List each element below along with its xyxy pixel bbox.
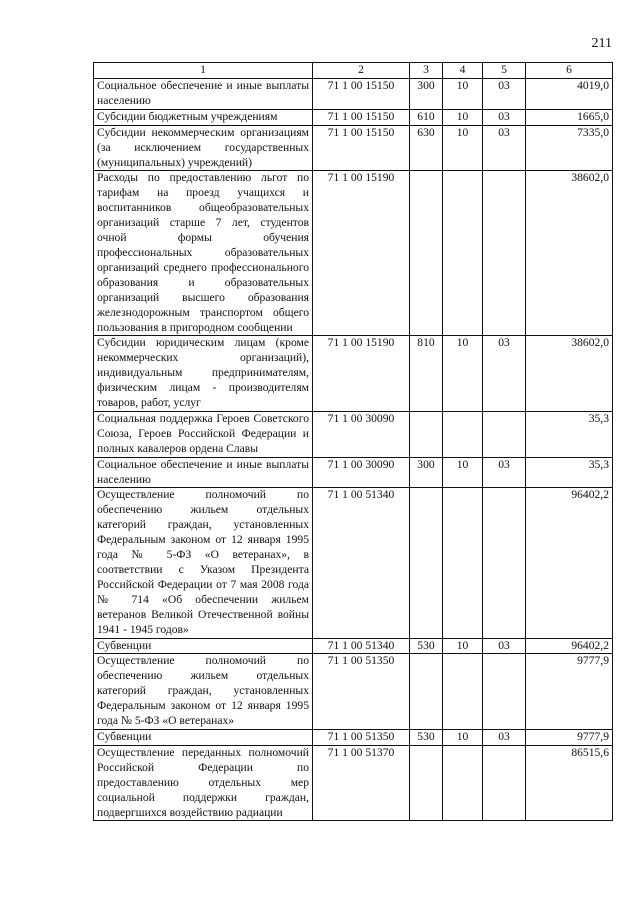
cell-expense-type [410, 171, 443, 336]
column-header-name: 1 [94, 63, 313, 79]
cell-subsection [483, 171, 526, 336]
table-row [94, 638, 613, 654]
table-row [94, 457, 613, 488]
cell-target-code: 71 1 00 51350 [313, 729, 410, 745]
cell-subsection [483, 745, 526, 821]
cell-section [443, 745, 483, 821]
cell-name: Осуществление полномочий по обеспечению жильем отдельных категорий граждан, установленных Федеральным законом от 12 января 1995 года № 5-ФЗ «О ветеранах» [94, 654, 313, 730]
table-row [94, 654, 613, 730]
cell-name: Субвенции [94, 638, 313, 654]
table-row [94, 488, 613, 638]
cell-target-code: 71 1 00 51350 [313, 654, 410, 730]
cell-target-code: 71 1 00 15150 [313, 109, 410, 125]
cell-section: 10 [443, 109, 483, 125]
table-header-row [94, 63, 613, 79]
cell-subsection: 03 [483, 457, 526, 488]
cell-subsection: 03 [483, 109, 526, 125]
cell-amount: 38602,0 [526, 336, 613, 412]
cell-expense-type: 300 [410, 79, 443, 110]
cell-target-code: 71 1 00 30090 [313, 457, 410, 488]
table-row [94, 79, 613, 110]
cell-subsection: 03 [483, 79, 526, 110]
cell-amount: 9777,9 [526, 729, 613, 745]
cell-expense-type [410, 488, 443, 638]
column-header-section: 4 [443, 63, 483, 79]
cell-section [443, 654, 483, 730]
cell-expense-type: 610 [410, 109, 443, 125]
cell-subsection: 03 [483, 125, 526, 171]
cell-expense-type: 810 [410, 336, 443, 412]
table-row [94, 125, 613, 171]
cell-target-code: 71 1 00 30090 [313, 411, 410, 457]
cell-name: Расходы по предоставлению льгот по тарифам на проезд учащихся и воспитанников общеобразовательных организаций старше 7 лет, студентов очной формы обучения профессиональных образовательных организаций среднего профессионального образования и образовательных организаций высшего образования железнодорожным транспортом общего пользования в пригородном сообщении [94, 171, 313, 336]
cell-expense-type [410, 745, 443, 821]
cell-subsection [483, 654, 526, 730]
cell-target-code: 71 1 00 15150 [313, 125, 410, 171]
cell-section: 10 [443, 125, 483, 171]
column-header-code: 2 [313, 63, 410, 79]
cell-expense-type: 530 [410, 729, 443, 745]
cell-subsection: 03 [483, 638, 526, 654]
cell-amount: 1665,0 [526, 109, 613, 125]
table-row [94, 109, 613, 125]
column-header-subsection: 5 [483, 63, 526, 79]
cell-subsection: 03 [483, 729, 526, 745]
cell-target-code: 71 1 00 51340 [313, 488, 410, 638]
cell-section: 10 [443, 638, 483, 654]
page-number: 211 [591, 36, 612, 51]
cell-expense-type: 300 [410, 457, 443, 488]
cell-expense-type [410, 654, 443, 730]
cell-name: Субсидии бюджетным учреждениям [94, 109, 313, 125]
cell-amount: 38602,0 [526, 171, 613, 336]
cell-amount: 7335,0 [526, 125, 613, 171]
cell-section [443, 411, 483, 457]
cell-name: Осуществление полномочий по обеспечению жильем отдельных категорий граждан, установленных Федеральным законом от 12 января 1995 года № 5-ФЗ «О ветеранах», в соответствии с Указом Президента Российской Федерации от 7 мая 2008 года № 714 «Об обеспечении жильем ветеранов Великой Отечественной войны 1941 - 1945 годов» [94, 488, 313, 638]
cell-target-code: 71 1 00 51340 [313, 638, 410, 654]
cell-name: Осуществление переданных полномочий Российской Федерации по предоставлению отдельных мер социальной поддержки граждан, подвергшихся воздействию радиации [94, 745, 313, 821]
cell-section: 10 [443, 336, 483, 412]
cell-subsection [483, 411, 526, 457]
cell-name: Социальное обеспечение и иные выплаты населению [94, 457, 313, 488]
column-header-expense-type: 3 [410, 63, 443, 79]
budget-table [93, 62, 613, 821]
cell-amount: 96402,2 [526, 638, 613, 654]
cell-expense-type: 530 [410, 638, 443, 654]
cell-amount: 35,3 [526, 457, 613, 488]
cell-subsection: 03 [483, 336, 526, 412]
cell-expense-type: 630 [410, 125, 443, 171]
cell-amount: 86515,6 [526, 745, 613, 821]
cell-section [443, 171, 483, 336]
cell-name: Субсидии некоммерческим организациям (за исключением государственных (муниципальных) учреждений) [94, 125, 313, 171]
cell-target-code: 71 1 00 15190 [313, 336, 410, 412]
cell-amount: 35,3 [526, 411, 613, 457]
cell-expense-type [410, 411, 443, 457]
cell-name: Субвенции [94, 729, 313, 745]
table-row [94, 336, 613, 412]
cell-section: 10 [443, 457, 483, 488]
cell-amount: 9777,9 [526, 654, 613, 730]
cell-name: Субсидии юридическим лицам (кроме некоммерческих организаций), индивидуальным предпринимателям, физическим лицам - производителям товаров, работ, услуг [94, 336, 313, 412]
table-row [94, 411, 613, 457]
cell-name: Социальная поддержка Героев Советского Союза, Героев Российской Федерации и полных кавалеров ордена Славы [94, 411, 313, 457]
cell-name: Социальное обеспечение и иные выплаты населению [94, 79, 313, 110]
table-row [94, 745, 613, 821]
cell-target-code: 71 1 00 15190 [313, 171, 410, 336]
cell-target-code: 71 1 00 15150 [313, 79, 410, 110]
cell-amount: 4019,0 [526, 79, 613, 110]
cell-section [443, 488, 483, 638]
cell-target-code: 71 1 00 51370 [313, 745, 410, 821]
cell-section: 10 [443, 729, 483, 745]
table-row [94, 729, 613, 745]
cell-amount: 96402,2 [526, 488, 613, 638]
cell-section: 10 [443, 79, 483, 110]
cell-subsection [483, 488, 526, 638]
column-header-amount: 6 [526, 63, 613, 79]
table-row [94, 171, 613, 336]
